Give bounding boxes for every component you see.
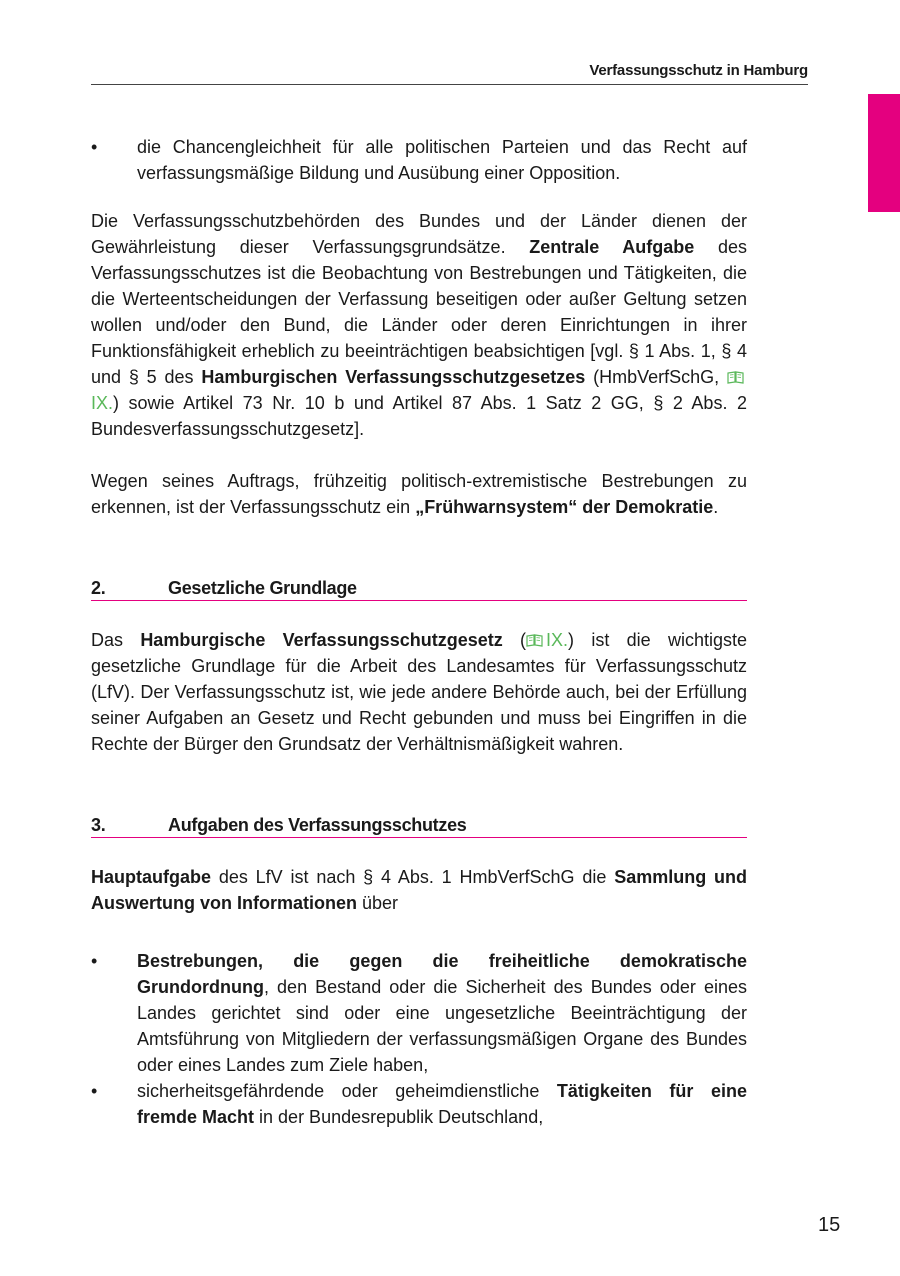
book-icon (727, 371, 744, 384)
text-run: des LfV ist nach § 4 Abs. 1 HmbVerfSchG die (211, 867, 615, 887)
text-run: . (713, 497, 719, 517)
intro-bullet-item (91, 134, 747, 186)
text-run: Wegen seines Auftrags, frühzeitig politisch-extremistische Bestrebungen zu erkennen, ist der Verfassungsschutz ein (91, 471, 747, 517)
header-rule (91, 84, 808, 85)
section-heading-3 (91, 813, 747, 838)
section-number: 2. (91, 578, 106, 598)
ref-label: IX. (91, 393, 114, 413)
bold-run: Bestrebungen, die gegen die freiheitliche demokratische Grundordnung (137, 951, 747, 997)
bold-run: Hamburgischen Verfassungsschutzgesetzes (201, 367, 586, 387)
text-run: , den Bestand oder die Sicherheit des Bundes oder eines Landes gerichtet sind oder eine ungesetzliche Beeinträchtigung der Amtsführung von Mitgliedern der verfassungsmäßigen Organe des Bundes oder eines Landes zum Ziele haben, (137, 977, 747, 1075)
book-icon (526, 634, 543, 647)
chapter-tab-marker (868, 94, 900, 212)
section-3-paragraph (91, 864, 747, 916)
text-run: ) sowie Artikel 73 Nr. 10 b und Artikel 87 Abs. 1 Satz 2 GG, § 2 Abs. 2 Bundesverfassungsschutzgesetz]. (91, 393, 747, 439)
bold-run: Hamburgische Verfassungsschutzgesetz (140, 630, 503, 650)
text-run: Das (91, 630, 141, 650)
cross-reference-link[interactable] (526, 630, 568, 650)
text-run: in der Bundesrepublik Deutschland, (254, 1107, 544, 1127)
bold-run: Sammlung und Auswertung von Informationen (91, 867, 748, 913)
task-bullet-item (91, 948, 747, 1078)
text-run: des Verfassungsschutzes ist die Beobachtung von Bestrebungen und Tätigkeiten, die die Werteentscheidungen der Verfassung beseitigen oder außer Geltung setzen wollen und/oder den Bund, die Länder oder deren Einrichtungen in ihrer Funktionsfähigkeit erheblich zu beeinträchtigen beabsichtigen [vgl. § 1 Abs. 1, § 4 und § 5 des (91, 237, 748, 387)
section-title: Aufgaben des Verfassungsschutzes (168, 815, 467, 835)
section-title: Gesetzliche Grundlage (168, 578, 357, 598)
bold-run: Hauptaufgabe (91, 867, 212, 887)
text-run: (HmbVerfSchG, (585, 367, 727, 387)
bold-run: „Frühwarnsystem“ der Demokratie (415, 497, 714, 517)
text-run: Die Verfassungsschutzbehörden des Bundes und der Länder dienen der Gewährleistung dieser Verfassungsgrundsätze. (91, 211, 747, 257)
bullet-symbol: • (91, 1081, 98, 1101)
section-2-paragraph (91, 627, 747, 757)
page-number: 15 (818, 1214, 841, 1236)
bold-run: Zentrale Aufgabe (529, 237, 695, 257)
section-number: 3. (91, 815, 106, 835)
bullet-text: die Chancengleichheit für alle politischen Parteien und das Recht auf verfassungsmäßige Bildung und Ausübung einer Opposition. (137, 137, 747, 183)
bullet-symbol: • (91, 951, 98, 971)
bold-run: Tätigkeiten für eine fremde Macht (137, 1081, 747, 1127)
text-run: sicherheitsgefährdende oder geheimdienstliche (137, 1081, 557, 1101)
paragraph-1 (91, 208, 747, 442)
bullet-symbol: • (91, 137, 98, 157)
section-heading-2 (91, 576, 747, 601)
task-bullet-item (91, 1078, 747, 1130)
page-content (91, 134, 747, 1130)
text-run: über (357, 893, 399, 913)
ref-label: IX. (546, 630, 569, 650)
text-run: ( (502, 630, 527, 650)
running-header: Verfassungsschutz in Hamburg (589, 62, 808, 79)
text-run: ) ist die wichtigste gesetzliche Grundlage für die Arbeit des Landesamtes für Verfassungsschutz (LfV). Der Verfassungsschutz ist, wie jede andere Behörde auch, bei der Erfüllung seiner Aufgaben an Gesetz und Recht gebunden und muss bei Eingriffen in die Rechte der Bürger den Grundsatz der Verhältnismäßigkeit wahren. (91, 630, 747, 754)
paragraph-2 (91, 468, 747, 520)
